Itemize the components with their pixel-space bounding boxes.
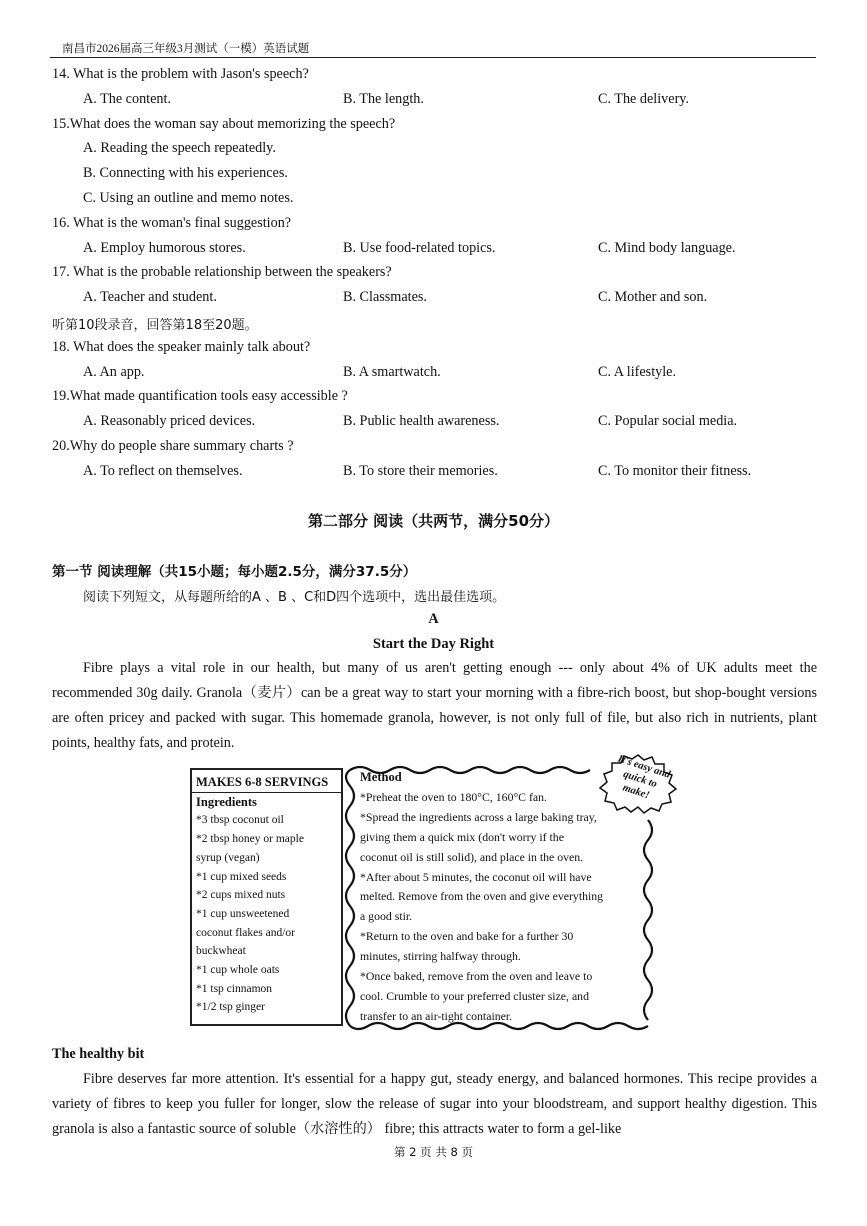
method-line: *Preheat the oven to 180°C, 160°C fan.: [360, 789, 548, 804]
ingredient-line: *1/2 tsp ginger: [196, 1001, 265, 1014]
method-line: *Return to the oven and bake for a further 30: [360, 929, 574, 944]
option-16-a: A. Employ humorous stores.: [83, 240, 246, 256]
part2-title: 第二部分 阅读（共两节，满分50分）: [307, 512, 560, 530]
method-line: a good stir.: [360, 909, 413, 924]
ingredient-line: *1 tsp cinnamon: [196, 982, 273, 995]
passage-letter: A: [428, 611, 439, 627]
option-17-b: B. Classmates.: [343, 289, 427, 305]
question-16: 16. What is the woman's final suggestion?: [52, 215, 292, 231]
section1-title: 第一节 阅读理解（共15小题；每小题2.5分，满分37.5分）: [52, 564, 417, 580]
ingredient-line: *3 tbsp coconut oil: [196, 814, 284, 827]
option-15-b: B. Connecting with his experiences.: [83, 165, 288, 181]
method-line: *Once baked, remove from the oven and leave to: [360, 969, 593, 984]
option-18-b: B. A smartwatch.: [343, 364, 441, 380]
question-17: 17. What is the probable relationship between the speakers?: [52, 264, 392, 280]
question-14: 14. What is the problem with Jason's speech?: [52, 66, 309, 82]
option-18-c: C. A lifestyle.: [598, 364, 677, 380]
option-19-a: A. Reasonably priced devices.: [83, 413, 256, 429]
method-line: coconut oil is still solid), and place in the oven.: [360, 849, 584, 864]
option-19-c: C. Popular social media.: [598, 413, 738, 429]
option-15-a: A. Reading the speech repeatedly.: [83, 140, 276, 156]
option-14-a: A. The content.: [83, 91, 171, 107]
method-line: transfer to an air-tight container.: [360, 1008, 513, 1023]
method-line: *Spread the ingredients across a large baking tray,: [360, 809, 597, 824]
intro-paragraph: [52, 656, 817, 756]
option-18-a: A. An app.: [83, 364, 145, 380]
option-19-b: B. Public health awareness.: [343, 413, 500, 429]
ingredient-line: *1 cup unsweetened: [196, 907, 290, 920]
method-line: *After about 5 minutes, the coconut oil will have: [360, 869, 592, 884]
method-line: minutes, stirring halfway through.: [360, 949, 521, 964]
ingredient-line: *2 cups mixed nuts: [196, 889, 286, 902]
ingredients-title: Ingredients: [196, 794, 257, 809]
ingredient-line: syrup (vegan): [196, 851, 260, 864]
option-17-c: C. Mother and son.: [598, 289, 708, 305]
method-title: Method: [360, 770, 402, 784]
healthy-paragraph: [52, 1067, 817, 1142]
intro-text: Fibre plays a vital role in our health, but many of us aren't getting enough --- only about 4% of UK adults meet the recommended 30g daily. Granola（麦片）can be a great way to start your morning with a fibre-rich boost, but shop-bought versions are often pricey and packed with sugar. This homemade granola, however, is not only full of file, but also rich in nutrients, plant points, healthy fats, and protein.: [52, 660, 817, 751]
option-16-b: B. Use food-related topics.: [343, 240, 496, 256]
method-line: giving them a quick mix (don't worry if the: [360, 829, 564, 844]
page-footer: 第 2 页 共 8 页: [394, 1145, 473, 1159]
option-14-b: B. The length.: [343, 91, 424, 107]
option-20-b: B. To store their memories.: [343, 463, 498, 479]
option-16-c: C. Mind body language.: [598, 240, 736, 256]
listening-note: 听第10段录音，回答第18至20题。: [52, 318, 258, 333]
question-20: 20.Why do people share summary charts ?: [52, 438, 294, 454]
option-14-c: C. The delivery.: [598, 91, 690, 107]
ingredient-line: *1 cup mixed seeds: [196, 870, 287, 883]
method-line: cool. Crumble to your preferred cluster size, and: [360, 988, 589, 1003]
passage-title: Start the Day Right: [372, 636, 495, 652]
ingredient-line: *2 tbsp honey or maple: [196, 833, 304, 846]
ingredient-line: buckwheat: [196, 945, 246, 958]
badge-text: It's easy and quick to make!: [616, 753, 672, 802]
page-header: [50, 38, 816, 58]
header-title: 南昌市2026届高三年级3月测试（一模）英语试题: [62, 43, 310, 55]
option-15-c: C. Using an outline and memo notes.: [83, 190, 294, 206]
method-line: melted. Remove from the oven and give everything: [360, 889, 604, 904]
reading-instruction: 阅读下列短文，从每题所给的A 、B 、C和D四个选项中，选出最佳选项。: [83, 590, 506, 605]
question-15: 15.What does the woman say about memorizing the speech?: [52, 116, 396, 132]
option-20-a: A. To reflect on themselves.: [83, 463, 243, 479]
healthy-bit-title: The healthy bit: [52, 1046, 145, 1062]
servings-label: MAKES 6-8 SERVINGS: [192, 773, 341, 793]
question-19: 19.What made quantification tools easy accessible ?: [52, 388, 348, 404]
ingredient-line: *1 cup whole oats: [196, 964, 280, 977]
option-17-a: A. Teacher and student.: [83, 289, 217, 305]
ingredient-line: coconut flakes and/or: [196, 926, 295, 939]
question-18: 18. What does the speaker mainly talk about?: [52, 339, 311, 355]
option-20-c: C. To monitor their fitness.: [598, 463, 752, 479]
healthy-text: Fibre deserves far more attention. It's essential for a happy gut, steady energy, and balanced hormones. This recipe provides a variety of fibres to keep you fuller for longer, slow the release of sugar into your bloodstream, and support healthy digestion. This granola is also a fantastic source of soluble（水溶性的） fibre; this attracts water to form a gel-like: [52, 1071, 817, 1137]
ingredients-box: [190, 768, 343, 1026]
